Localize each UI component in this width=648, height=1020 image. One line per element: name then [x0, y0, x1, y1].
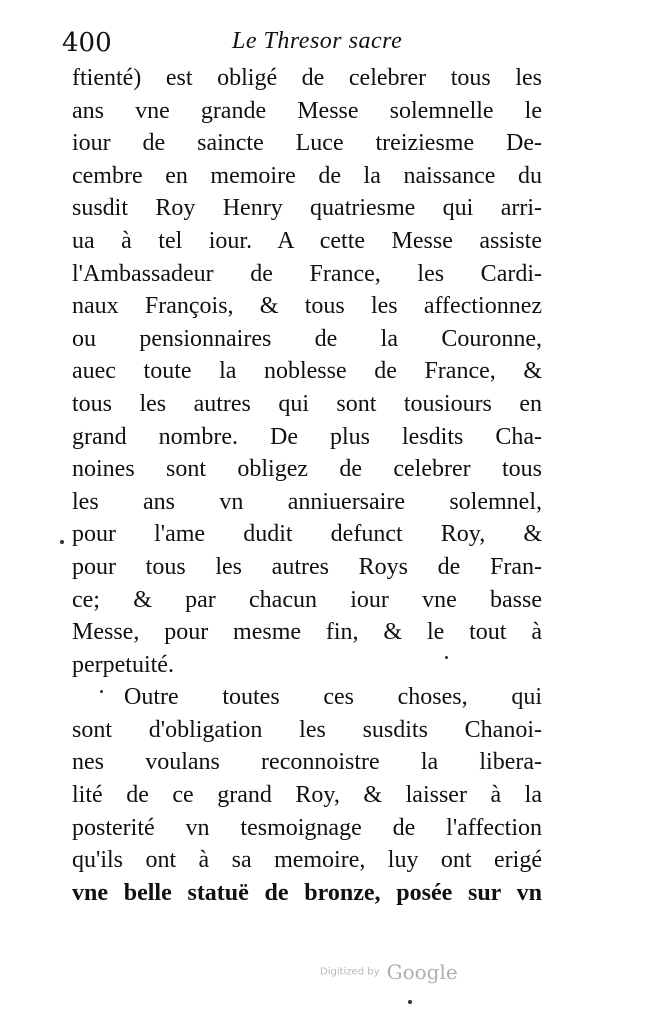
text-line: l'Ambassadeur de France, les Cardi- [72, 260, 542, 287]
text-line: pour tous les autres Roys de Fran- [72, 553, 542, 580]
text-line: Messe, pour mesme fin, & le tout à [72, 619, 542, 646]
ink-speck [100, 690, 103, 693]
text-line: perpetuité. [72, 651, 174, 678]
text-line: auec toute la noblesse de France, & [72, 358, 542, 385]
ink-speck [445, 656, 448, 659]
text-line: vne belle statuë de bronze, posée sur vn [72, 879, 542, 906]
text-line: cembre en memoire de la naissance du [72, 162, 542, 189]
text-line: ftienté) est obligé de celebrer tous les [72, 65, 542, 91]
text-line: ua à tel iour. A cette Messe assiste [72, 227, 542, 254]
text-line: Outre toutes ces choses, qui [124, 684, 542, 711]
page-header [62, 24, 532, 60]
ink-speck [408, 1000, 412, 1004]
text-line: grand nombre. De plus lesdits Cha- [72, 423, 542, 450]
text-line: ce; & par chacun iour vne basse [72, 586, 542, 613]
running-title: Le Thresor sacre [232, 28, 403, 54]
digitization-watermark [320, 960, 520, 990]
text-line: naux François, & tous les affectionnez [72, 293, 542, 320]
page-number: 400 [62, 28, 112, 58]
text-line: lité de ce grand Roy, & laisser à la [72, 782, 542, 809]
text-line: noines sont obligez de celebrer tous [72, 456, 542, 483]
ink-speck [60, 540, 64, 544]
text-line: ou pensionnaires de la Couronne, [72, 325, 542, 352]
body-text [72, 62, 542, 909]
text-line: les ans vn anniuersaire solemnel, [72, 488, 542, 515]
text-line: nes voulans reconnoistre la libera- [72, 749, 542, 776]
google-logo: Google [386, 960, 458, 984]
text-line: posterité vn tesmoignage de l'affection [72, 814, 542, 841]
text-line: pour l'ame dudit defunct Roy, & [72, 521, 542, 548]
text-line: qu'ils ont à sa memoire, luy ont erigé [72, 847, 542, 874]
text-line: iour de saincte Luce treiziesme De- [72, 130, 542, 157]
text-line: sont d'obligation les susdits Chanoi- [72, 716, 542, 743]
text-line: susdit Roy Henry quatriesme qui arri- [72, 195, 542, 222]
digitized-by-label: Digitized by [320, 966, 380, 978]
text-line: ans vne grande Messe solemnelle le [72, 97, 542, 124]
text-line: tous les autres qui sont tousiours en [72, 390, 542, 417]
